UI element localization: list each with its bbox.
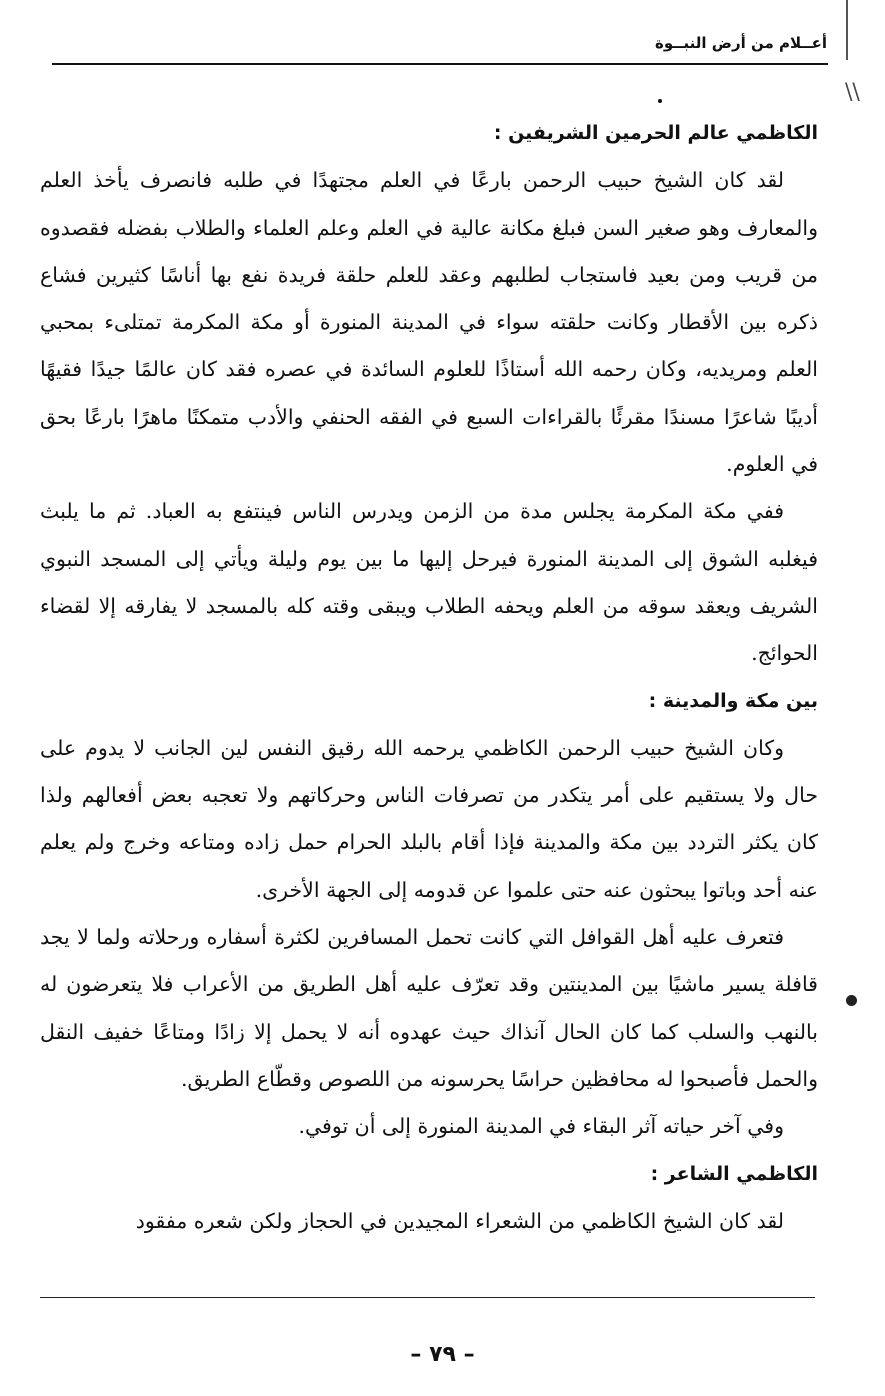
- paragraph: لقد كان الشيخ حبيب الرحمن بارعًا في العلم مجتهدًا في طلبه فانصرف يأخذ العلم والمعارف وهو صغير السن فبلغ مكانة عالية في العلم وعلم العلماء والطلاب بفضله فقصدوه من قريب ومن بعيد فاستجاب لطلبهم وعقد للعلم حلقة فريدة نفع بها أناسًا كثيرين فشاع ذكره بين الأقطار وكانت حلقته سواء في المدينة المنورة أو مكة المكرمة تمتلىء بمحبي العلم ومريديه، وكان رحمه الله أستاذًا للعلوم السائدة في عصره فقد كان عالمًا جيدًا فقيهًا أديبًا شاعرًا مسندًا مقرئًا بالقراءات السبع في الفقه الحنفي والأدب متمكنًا ماهرًا بارعًا بحق في العلوم.: [40, 168, 818, 477]
- scan-edge-line: [846, 0, 848, 60]
- paragraph: لقد كان الشيخ الكاظمي من الشعراء المجيدين في الحجاز ولكن شعره مفقود: [135, 1208, 784, 1233]
- section-heading: بين مكة والمدينة :: [648, 689, 818, 712]
- section-heading: الكاظمي عالم الحرمين الشريفين :: [493, 122, 818, 144]
- ink-speck: [658, 99, 662, 103]
- scan-edge-mark: \\: [845, 80, 860, 105]
- footer-rule: [40, 1297, 815, 1298]
- running-header: أعــلام من أرض النبــوة: [655, 34, 827, 52]
- paragraph: ففي مكة المكرمة يجلس مدة من الزمن ويدرس الناس فينتفع به العباد. ثم ما يلبث فيغلبه الشوق إلى المدينة المنورة فيرحل إليها ما بين يوم وليلة ويأتي إلى المسجد النبوي الشريف ويعقد سوقه من العلم ويحفه الطلاب ويبقى وقته كله بالمسجد لا يفارقه إلا لقضاء الحوائج.: [40, 499, 818, 666]
- paragraph: فتعرف عليه أهل القوافل التي كانت تحمل المسافرين لكثرة أسفاره ورحلاته ولما لا يجد قافلة يسير ماشيًا بين المدينتين وقد تعرّف عليه أهل الطريق من الأعراب فلا يتعرضون له بالنهب والسلب كما كان الحال آنذاك حيث عهدوه أنه لا يحمل إلا زادًا ومتاعًا خفيف النقل والحمل فأصبحوا له محافظين حراسًا يحرسونه من اللصوص وقطّاع الطريق.: [40, 925, 818, 1091]
- header-rule: [52, 63, 828, 65]
- page-body: [40, 110, 818, 1245]
- binding-hole-mark: [846, 995, 857, 1006]
- paragraph: وفي آخر حياته آثر البقاء في المدينة المنورة إلى أن توفي.: [298, 1114, 784, 1139]
- section-heading: الكاظمي الشاعر :: [650, 1162, 818, 1185]
- paragraph: وكان الشيخ حبيب الرحمن الكاظمي يرحمه الله رقيق النفس لين الجانب لا يدوم على حال ولا يستقيم على أمر يتكدر من تصرفات الناس وحركاتهم ولا تعجبه بعض أفعالهم ولذا كان يكثر التردد بين مكة والمدينة فإذا أقام بالبلد الحرام حمل زاده ومتاعه وخرج ولم يعلم عنه أحد وباتوا يبحثون عنه حتى علموا عن قدومه إلى الجهة الأخرى.: [40, 735, 818, 902]
- page-number: – ٧٩ –: [410, 1342, 475, 1367]
